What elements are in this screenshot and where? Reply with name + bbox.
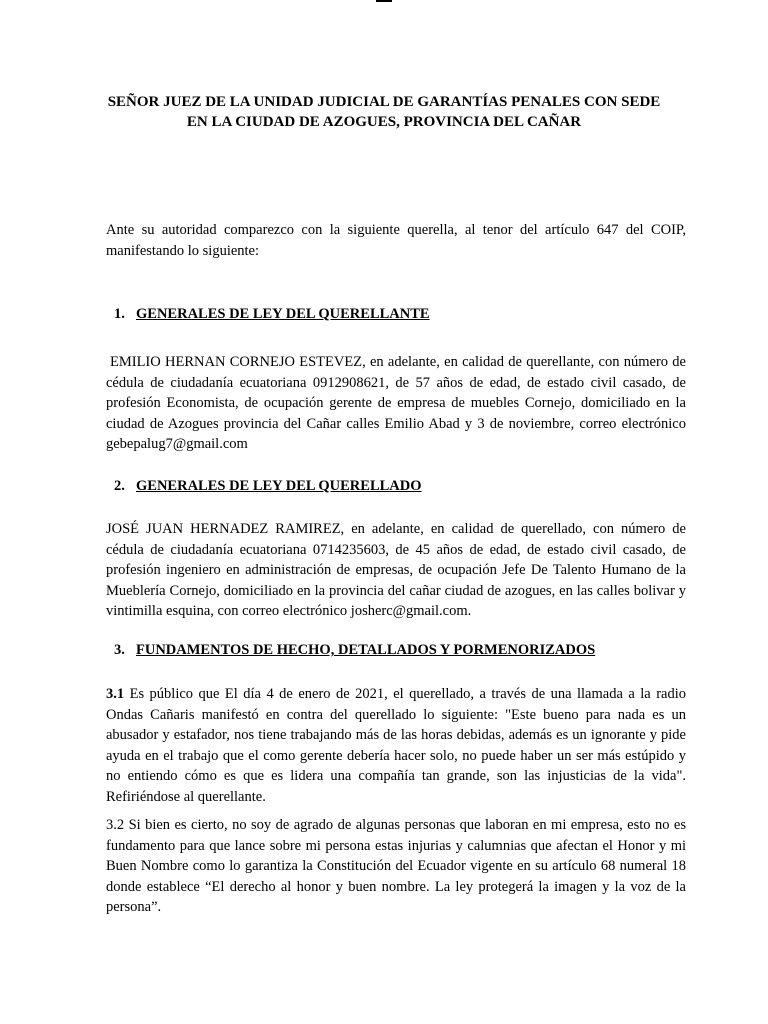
querellante-details: EMILIO HERNAN CORNEJO ESTEVEZ, en adelante, en calidad de querellante, con número de cédula de ciudadanía ecuatoriana 0912908621, de 57 años de edad, de estado civil casado, de profesión Economista, de ocupación gerente de empresa de muebles Cornejo, domiciliado en la ciudad de Azogues provincia del Cañar calles Emilio Abad y 3 de noviembre, correo electrónico gebepalug7@gmail.com <box>106 354 686 452</box>
paragraph-3-1-text: Es público que El día 4 de enero de 2021, el querellado, a través de una llamada a la radio Ondas Cañaris manifestó en contra del querellado lo siguiente: "Este bueno para nada es un abusador y estafador, nos tiene trabajando más de las horas debidas, además es un ignorante y pide ayuda en el trabajo que el como gerente debería hacer solo, no puede haber un ser más estúpido y no entiendo cómo es que es lidera una compañía tan grande, son las injusticias de la vida". Refiriéndose al querellante. <box>106 686 686 805</box>
paragraph-3-1-label: 3.1 <box>106 686 125 702</box>
intro-text: Ante su autoridad comparezco con la siguiente querella, al tenor del artículo 647 del COIP, manifestando lo siguiente: <box>106 222 686 259</box>
section-3-number: 3. <box>114 642 125 658</box>
page-top-mark <box>376 0 392 2</box>
section-1-number: 1. <box>114 306 125 322</box>
intro-paragraph <box>106 220 686 261</box>
section-1-body <box>106 352 686 455</box>
title-line-1: SEÑOR JUEZ DE LA UNIDAD JUDICIAL DE GARANTÍAS PENALES CON SEDE <box>107 94 661 110</box>
title-line-2: EN LA CIUDAD DE AZOGUES, PROVINCIA DEL CAÑAR <box>186 114 582 130</box>
section-3-paragraph-2 <box>106 815 686 918</box>
section-3-title: FUNDAMENTOS DE HECHO, DETALLADOS Y PORMENORIZADOS <box>136 642 596 658</box>
section-2-number: 2. <box>114 478 125 494</box>
section-3-heading <box>114 640 595 660</box>
section-1-title: GENERALES DE LEY DEL QUERELLANTE <box>136 306 430 322</box>
section-2-title: GENERALES DE LEY DEL QUERELLADO <box>136 478 422 494</box>
document-title <box>90 92 678 132</box>
paragraph-3-2-text: 3.2 Si bien es cierto, no soy de agrado de algunas personas que laboran en mi empresa, esto no es fundamento para que lance sobre mi persona estas injurias y calumnias que afectan el Honor y mi Buen Nombre como lo garantiza la Constitución del Ecuador vigente en su artículo 68 numeral 18 donde establece “El derecho al honor y buen nombre. La ley protegerá la imagen y la voz de la persona”. <box>106 817 686 915</box>
querellado-details: JOSÉ JUAN HERNADEZ RAMIREZ, en adelante, en calidad de querellado, con número de cédula de ciudadanía ecuatoriana 0714235603, de 45 años de edad, de estado civil casado, de profesión ingeniero en administración de empresas, de ocupación Jefe De Talento Humano de la Mueblería Cornejo, domiciliado en la provincia del cañar ciudad de azogues, en las calles bolivar y vintimilla esquina, con correo electrónico josherc@gmail.com. <box>106 521 686 619</box>
section-3-paragraph-1 <box>106 684 686 807</box>
section-1-heading <box>114 304 430 324</box>
section-2-body <box>106 519 686 622</box>
section-2-heading <box>114 476 422 496</box>
